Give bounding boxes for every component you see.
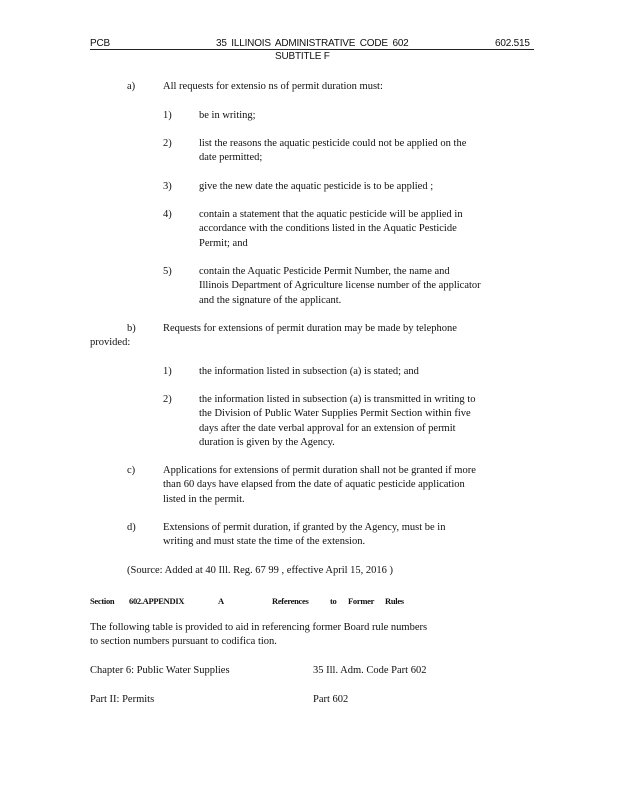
item-line: accordance with the conditions listed in the Aquatic Pesticide [199,223,457,235]
item-text [199,365,419,379]
para-line: Applications for extensions of permit duration shall not be granted if more [163,465,476,476]
item-text [199,109,256,123]
para-d-label: d) [127,522,136,533]
para-c-text [163,464,476,507]
para-line: listed in the permit. [163,493,245,505]
para-line: Extensions of permit duration, if granted by the Agency, must be in [163,522,446,533]
section-label: Section [90,596,115,606]
intro-line: The following table is provided to aid in referencing former Board rule numbers [90,622,428,633]
header-subtitle: SUBTITLE F [275,51,330,62]
intro-line: to section numbers pursuant to codifica tion. [90,636,277,648]
section-former: Former [348,596,375,606]
item-number: 2) [163,394,172,405]
item-text [199,393,475,451]
intro-text [90,621,427,650]
para-c-label: c) [127,465,136,476]
item-line: days after the date verbal approval for an extension of permit [199,422,456,434]
para-d-text [163,521,445,550]
item-line: the information listed in subsection (a) is stated; and [199,366,419,377]
item-text [199,265,481,308]
item-line: date permitted; [199,152,263,164]
item-number: 1) [163,366,172,377]
para-b-text: Requests for extensions of permit duration may be made by telephone [163,323,457,334]
table-row-left: Part II: Permits [90,694,155,705]
item-text [199,208,463,251]
section-number: 602.APPENDIX [129,596,185,606]
item-line: Illinois Department of Agriculture license number of the applicator [199,280,481,292]
table-row-right: 35 Ill. Adm. Code Part 602 [313,665,427,676]
source-note: (Source: Added at 40 Ill. Reg. 67 99 , effective April 15, 2016 ) [127,565,394,576]
section-to: to [330,596,337,606]
item-line: and the signature of the applicant. [199,294,342,306]
section-rules: Rules [385,596,404,606]
item-line: give the new date the aquatic pesticide is to be applied ; [199,181,434,192]
item-number: 3) [163,181,172,192]
item-line: be in writing; [199,110,256,121]
para-b-continuation: provided: [90,337,131,348]
item-line: the Division of Public Water Supplies Permit Section within five [199,408,471,420]
para-a-label: a) [127,81,136,92]
item-number: 1) [163,110,172,121]
para-a-text: All requests for extensio ns of permit duration must: [163,81,383,92]
item-line: Permit; and [199,237,248,249]
table-row-left: Chapter 6: Public Water Supplies [90,665,230,676]
item-number: 2) [163,138,172,149]
header-center: 35 ILLINOIS ADMINISTRATIVE CODE 602 [216,38,409,49]
para-b-label: b) [127,323,136,334]
item-line: duration is given by the Agency. [199,437,335,449]
para-line: writing and must state the time of the extension. [163,536,366,548]
item-line: contain a statement that the aquatic pesticide will be applied in [199,209,463,220]
item-line: the information listed in subsection (a) is transmitted in writing to [199,394,476,405]
header-rule [90,49,534,50]
section-letter: A [218,596,224,606]
item-text [199,180,433,194]
item-text [199,137,466,166]
item-line: list the reasons the aquatic pesticide could not be applied on the [199,138,467,149]
para-line: than 60 days have elapsed from the date of aquatic pesticide application [163,479,465,491]
item-number: 5) [163,266,172,277]
item-number: 4) [163,209,172,220]
header-left: PCB [90,38,110,49]
item-line: contain the Aquatic Pesticide Permit Number, the name and [199,266,450,277]
section-references: References [272,596,309,606]
table-row-right: Part 602 [313,694,349,705]
header-right: 602.515 [495,38,530,49]
